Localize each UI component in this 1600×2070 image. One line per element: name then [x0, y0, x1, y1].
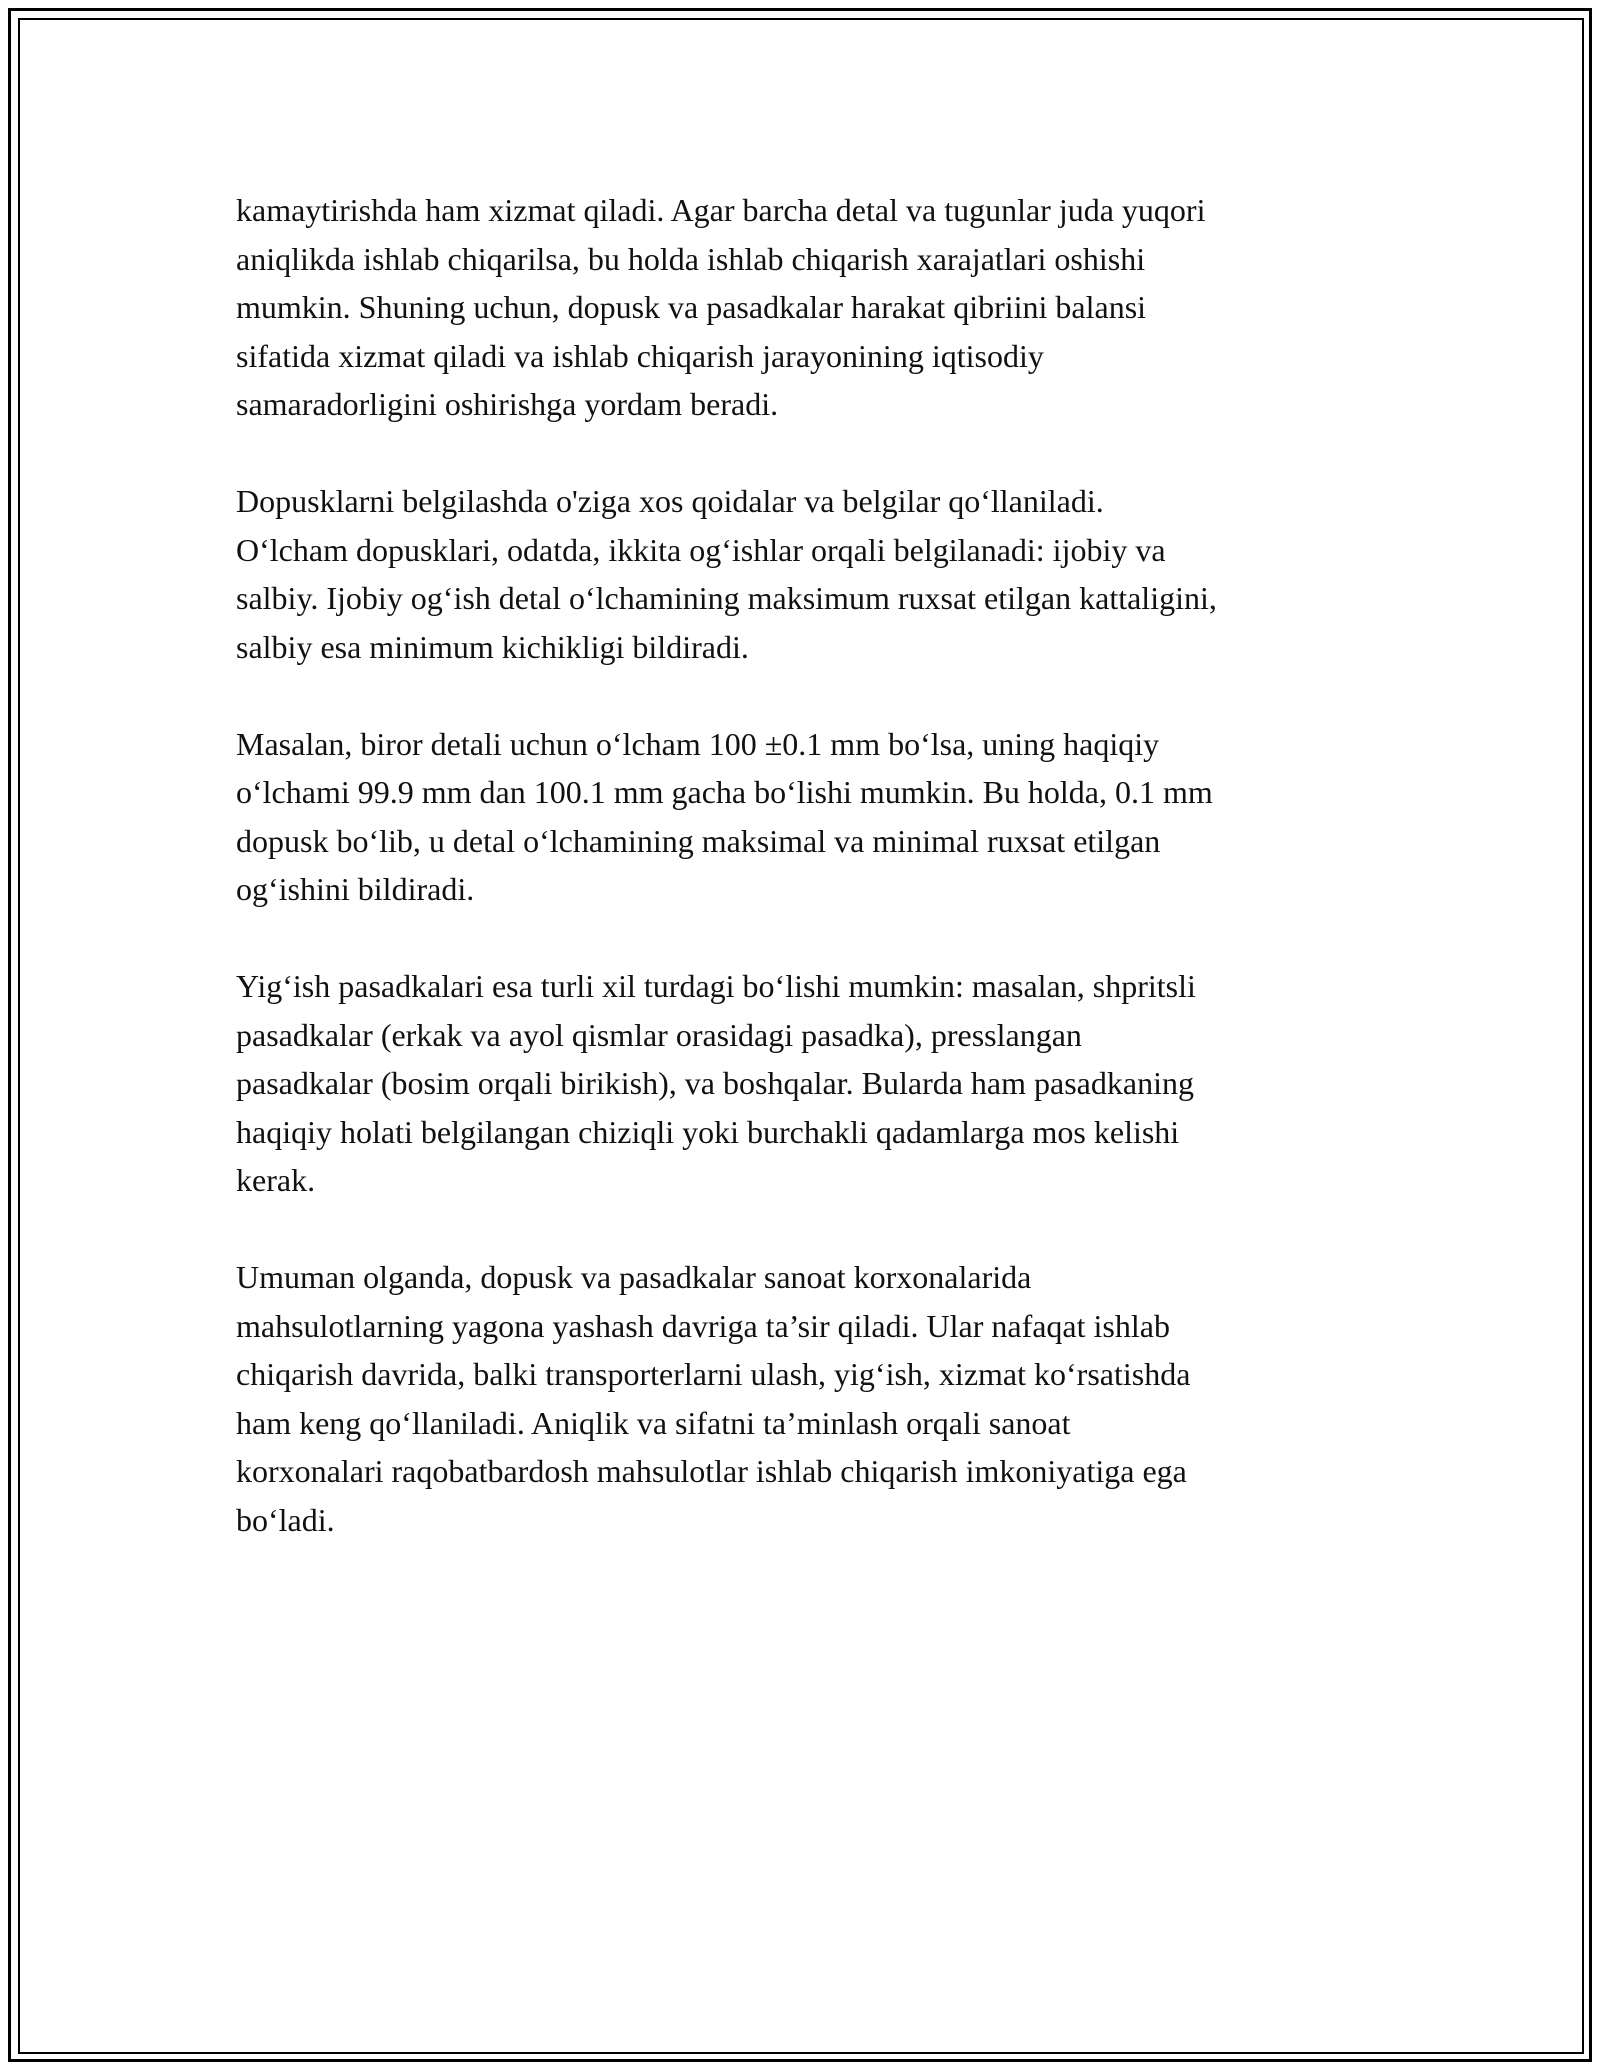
text-line: pasadkalar (bosim orqali birikish), va boshqalar. Bularda ham pasadkaning: [236, 1065, 1194, 1101]
text-line: mahsulotlarning yagona yashash davriga ta’sir qiladi. Ular nafaqat ishlab: [236, 1307, 1170, 1344]
text-line: salbiy. Ijobiy og‘ish detal o‘lchamining maksimum ruxsat etilgan kattaligini,: [236, 580, 1217, 616]
text-line: mumkin. Shuning uchun, dopusk va pasadkalar harakat qibriini balansi: [236, 289, 1147, 325]
text-line: Umuman olganda, dopusk va pasadkalar sanoat korxonalarida: [236, 1259, 1032, 1295]
text-line: dopusk bo‘lib, u detal o‘lchamining maksimal va minimal ruxsat etilgan: [236, 822, 1161, 859]
paragraph-2: [236, 477, 1376, 671]
text-line: korxonalari raqobatbardosh mahsulotlar ishlab chiqarish imkoniyatiga ega: [236, 1453, 1187, 1489]
text-line: salbiy esa minimum kichikligi bildiradi.: [236, 628, 749, 665]
paragraph-5: [236, 1253, 1376, 1544]
text-line: o‘lchami 99.9 mm dan 100.1 mm gacha bo‘lishi mumkin. Bu holda, 0.1 mm: [236, 774, 1213, 810]
text-line: ham keng qo‘llaniladi. Aniqlik va sifatni ta’minlash orqali sanoat: [236, 1404, 1071, 1441]
text-line: sifatida xizmat qiladi va ishlab chiqarish jarayonining iqtisodiy: [236, 337, 1044, 374]
text-line: samaradorligini oshirishga yordam beradi.: [236, 386, 779, 422]
text-line: Masalan, biror detali uchun o‘lcham 100 ±0.1 mm bo‘lsa, uning haqiqiy: [236, 725, 1160, 762]
text-line: O‘lcham dopusklari, odatda, ikkita og‘ishlar orqali belgilanadi: ijobiy va: [236, 531, 1166, 568]
paragraph-3: [236, 720, 1376, 914]
document-body: [236, 186, 1376, 1593]
text-line: aniqlikda ishlab chiqarilsa, bu holda ishlab chiqarish xarajatlari oshishi: [236, 240, 1146, 277]
text-line: kamaytirishda ham xizmat qiladi. Agar barcha detal va tugunlar juda yuqori: [236, 192, 1206, 228]
text-line: bo‘ladi.: [236, 1501, 335, 1538]
paragraph-1: [236, 186, 1376, 429]
text-line: pasadkalar (erkak va ayol qismlar orasidagi pasadka), presslangan: [236, 1016, 1082, 1053]
paragraph-4: [236, 962, 1376, 1205]
text-line: Yig‘ish pasadkalari esa turli xil turdagi bo‘lishi mumkin: masalan, shpritsli: [236, 968, 1196, 1004]
text-line: haqiqiy holati belgilangan chiziqli yoki burchakli qadamlarga mos kelishi: [236, 1113, 1180, 1150]
text-line: chiqarish davrida, balki transporterlarni ulash, yig‘ish, xizmat ko‘rsatishda: [236, 1356, 1191, 1392]
text-line: kerak.: [236, 1162, 316, 1198]
text-line: Dopusklarni belgilashda o'ziga xos qoidalar va belgilar qo‘llaniladi.: [236, 483, 1104, 519]
text-line: og‘ishini bildiradi.: [236, 871, 475, 907]
